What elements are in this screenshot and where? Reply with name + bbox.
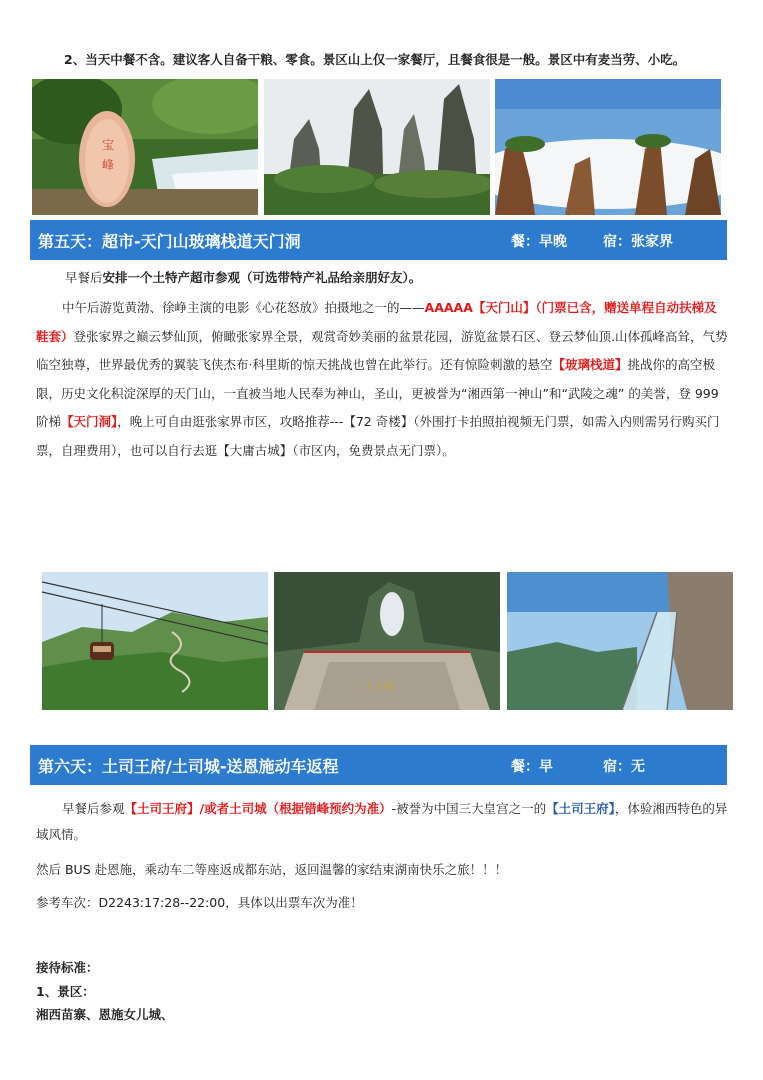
day5-p2-tianmen-cave: 【天门洞】 xyxy=(61,414,118,429)
misty-peaks-photo xyxy=(264,79,490,215)
standards-item-1: 1、景区： xyxy=(36,984,95,999)
day6-meal: 餐：早 xyxy=(511,759,553,775)
standards-heading: 接待标准： xyxy=(36,960,99,975)
day5-p2-intro: 中午后游览黄渤、徐峥主演的电影《心花怒放》拍摄地之一的—— xyxy=(62,300,425,315)
day6-paragraph-1 xyxy=(36,796,728,848)
day6-p1-desc: -被誉为中国三大皇宫之一的 xyxy=(391,801,547,816)
day6-title: 第六天：土司王府/土司城-送恩施动车返程 xyxy=(38,757,339,776)
standards-item-1-detail: 湘西苗寨、恩施女儿城、 xyxy=(36,1007,174,1022)
day6-paragraph-2: 然后 BUS 赴恩施，乘动车二等座返成都东站，返回温馨的家结束湖南快乐之旅！！！ xyxy=(36,862,508,877)
day5-p2-tianmenshan: AAAAA【天门山】（门票已含，赠送单程自动扶梯及鞋套） xyxy=(36,300,717,344)
day5-p2-evening: ，晚上可自由逛张家界市区，攻略推荐---【72 奇楼】（外围打卡拍照拍视频无门票，如需入内则需另行购买门票，自理费用），也可以自行去逛【大庸古城】（市区内，免费景点无门票）。 xyxy=(36,414,720,458)
day6-p1-tusi-palace-2: 【土司王府】 xyxy=(546,801,615,816)
day5-p1-supermarket: 安排一个土特产超市参观（可选带特产礼品给亲朋好友）。 xyxy=(102,270,422,285)
stream-rock-photo xyxy=(32,79,258,215)
day5-header xyxy=(30,220,727,260)
day5-p2-desc: 登张家界之巅云梦仙顶，俯瞰张家界全景，观赏奇妙美丽的盆景花园，游览盆景石区、登云梦仙顶.山体孤峰高耸，气势临空独尊，世界最优秀的翼装飞侠杰布·科里斯的惊天挑战也曾在此举行。还有惊险刺激的悬空 xyxy=(36,328,728,372)
day6-p1-end: ，体验湘西特色的异域风情。 xyxy=(36,801,728,842)
tianmen-cave-photo xyxy=(274,572,500,710)
day5-p2-desc-2: 挑战你的高空极限，历史文化积淀深厚的天门山，一直被当地人民奉为神山，圣山，更被誉为“湘西第一神山”和“武陵之魂” 的美誉，登 999 阶梯 xyxy=(36,357,719,429)
svg-text:上天梯: 上天梯 xyxy=(364,682,394,693)
svg-text:峰: 峰 xyxy=(102,158,115,172)
cable-car-photo xyxy=(42,572,268,710)
day4-meal-note: 2、当天中餐不含。建议客人自备干粮、零食。景区山上仅一家餐厅，且餐食很是一般。景区中有麦当劳、小吃。 xyxy=(64,52,686,67)
glass-skywalk-photo xyxy=(507,572,733,710)
day5-p2-glass-walk: 【玻璃栈道】 xyxy=(552,357,628,372)
day5-paragraph-1 xyxy=(36,268,728,286)
day5-p1-prefix: 早餐后 xyxy=(65,270,103,285)
day6-header xyxy=(30,745,727,785)
day5-title: 第五天：超市-天门山玻璃栈道天门洞 xyxy=(38,232,301,251)
day5-lodging: 宿：张家界 xyxy=(603,234,673,250)
day6-p1-tusi-palace: 【土司王府】/或者土司城（根据错峰预约为准） xyxy=(124,801,392,816)
day6-lodging: 宿：无 xyxy=(603,759,645,775)
day6-p1-prefix: 早餐后参观 xyxy=(62,801,125,816)
sea-of-clouds-photo xyxy=(495,79,721,215)
day6-paragraph-3: 参考车次：D2243:17:28--22:00，具体以出票车次为准！ xyxy=(36,895,363,910)
day5-paragraph-2 xyxy=(36,294,728,465)
svg-text:宝: 宝 xyxy=(102,138,115,152)
day5-meal: 餐：早晚 xyxy=(511,234,567,250)
